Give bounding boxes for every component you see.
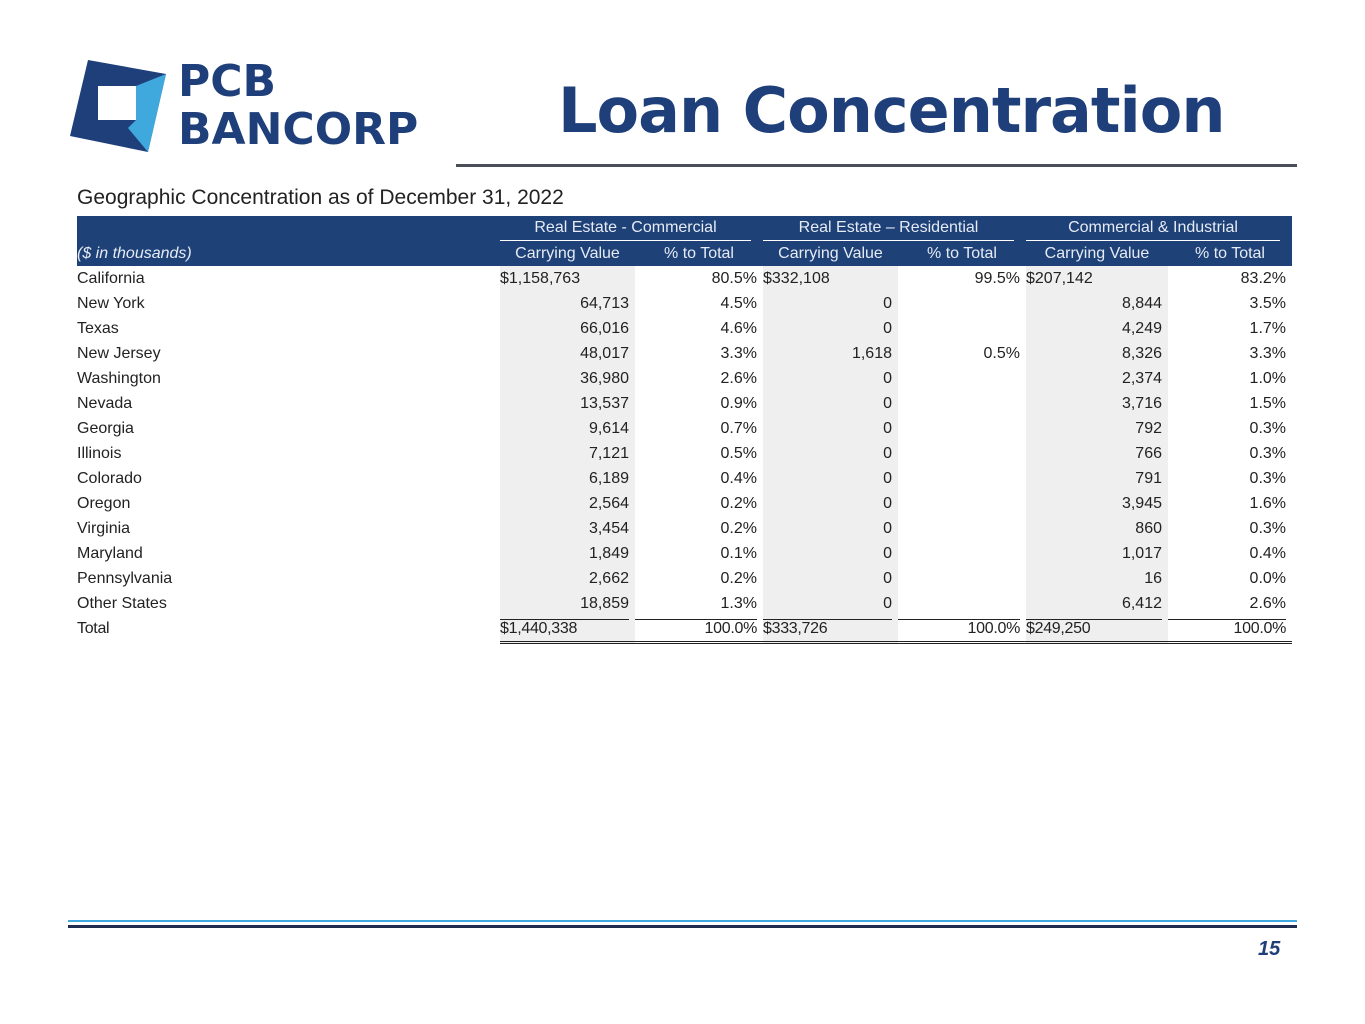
re-commercial-pct — [635, 466, 763, 491]
re-commercial-value — [500, 266, 635, 291]
re-commercial-value-text: 13,537 — [580, 394, 629, 412]
table-row — [77, 391, 1292, 416]
commercial-industrial-pct — [1168, 466, 1292, 491]
re-residential-pct — [898, 466, 1026, 491]
table-row — [77, 441, 1292, 466]
footer-rule-light — [68, 920, 1297, 922]
re-commercial-pct — [635, 391, 763, 416]
commercial-industrial-value — [1026, 541, 1168, 566]
commercial-industrial-pct-text: 1.5% — [1249, 394, 1287, 412]
commercial-industrial-pct — [1168, 616, 1292, 643]
re-residential-pct — [898, 541, 1026, 566]
re-commercial-value — [500, 366, 635, 391]
re-residential-pct — [898, 516, 1026, 541]
commercial-industrial-pct-text: 0.3% — [1249, 469, 1287, 487]
re-residential-value-text: 0 — [883, 594, 892, 612]
commercial-industrial-pct-text: 1.6% — [1249, 494, 1287, 512]
logo-line-1: PCB — [178, 56, 277, 107]
table-subtitle: Geographic Concentration as of December 31, 2022 — [77, 186, 564, 209]
re-residential-pct — [898, 366, 1026, 391]
dollar-sign: $ — [1026, 620, 1035, 637]
header-spacer — [77, 216, 500, 241]
group-header-row — [77, 216, 1292, 241]
re-commercial-pct-text: 100.0% — [635, 619, 757, 638]
state-name — [77, 466, 500, 491]
commercial-industrial-value-text: 1,017 — [1121, 544, 1162, 562]
commercial-industrial-value — [1026, 416, 1168, 441]
re-commercial-value-text: 18,859 — [580, 594, 629, 612]
state-name — [77, 441, 500, 466]
commercial-industrial-pct — [1168, 291, 1292, 316]
state-name-text: Nevada — [77, 394, 133, 412]
commercial-industrial-pct-text: 0.3% — [1249, 444, 1287, 462]
commercial-industrial-pct-text: 1.7% — [1249, 319, 1287, 337]
commercial-industrial-value — [1026, 266, 1168, 291]
page-number: 15 — [1258, 938, 1281, 960]
state-name — [77, 341, 500, 366]
re-commercial-pct — [635, 416, 763, 441]
re-residential-pct — [898, 416, 1026, 441]
re-residential-pct — [898, 491, 1026, 516]
col-pct-total: % to Total — [635, 241, 763, 266]
state-name — [77, 291, 500, 316]
dollar-sign: $ — [500, 269, 509, 287]
state-name — [77, 391, 500, 416]
re-commercial-value — [500, 541, 635, 566]
table-row — [77, 316, 1292, 341]
re-commercial-pct-text: 2.6% — [720, 369, 757, 387]
commercial-industrial-pct — [1168, 416, 1292, 441]
total-row — [77, 616, 1292, 643]
re-commercial-pct — [635, 341, 763, 366]
table-row — [77, 416, 1292, 441]
re-commercial-pct — [635, 491, 763, 516]
re-commercial-pct — [635, 316, 763, 341]
re-residential-value — [763, 266, 898, 291]
table-row — [77, 566, 1292, 591]
re-commercial-pct-text: 80.5% — [711, 269, 757, 287]
commercial-industrial-value-text: 8,844 — [1121, 294, 1162, 312]
state-name-text: Colorado — [77, 469, 142, 487]
re-residential-pct — [898, 591, 1026, 616]
title-divider — [456, 164, 1297, 167]
commercial-industrial-pct-text: 0.4% — [1249, 544, 1287, 562]
pcb-bancorp-logo — [70, 58, 460, 158]
table-row — [77, 266, 1292, 291]
commercial-industrial-pct — [1168, 366, 1292, 391]
re-commercial-pct-text: 0.2% — [720, 519, 757, 537]
re-residential-value-text: 332,108 — [771, 269, 830, 287]
commercial-industrial-pct — [1168, 266, 1292, 291]
re-commercial-value-text: 6,189 — [588, 469, 629, 487]
group-header-commercial-industrial: Commercial & Industrial — [1026, 216, 1292, 241]
commercial-industrial-value — [1026, 316, 1168, 341]
re-residential-value-text: 0 — [883, 544, 892, 562]
re-commercial-pct — [635, 566, 763, 591]
dollar-sign: $ — [763, 620, 772, 637]
state-name — [77, 416, 500, 441]
unit-label: ($ in thousands) — [77, 241, 500, 266]
commercial-industrial-value — [1026, 291, 1168, 316]
re-residential-value — [763, 441, 898, 466]
re-residential-value-text: 0 — [883, 419, 892, 437]
re-residential-value — [763, 316, 898, 341]
commercial-industrial-pct-text: 1.0% — [1249, 369, 1287, 387]
commercial-industrial-value-text: 8,326 — [1121, 344, 1162, 362]
re-residential-value — [763, 366, 898, 391]
re-residential-value-text: 0 — [883, 569, 892, 587]
commercial-industrial-pct-text: 3.3% — [1249, 344, 1287, 362]
commercial-industrial-pct — [1168, 591, 1292, 616]
state-name-text: Total — [77, 620, 110, 638]
re-residential-value-text: 0 — [883, 319, 892, 337]
re-commercial-pct-text: 0.5% — [720, 444, 757, 462]
commercial-industrial-pct — [1168, 541, 1292, 566]
re-commercial-value — [500, 591, 635, 616]
commercial-industrial-pct-text: 0.3% — [1249, 419, 1287, 437]
group-header-re-commercial: Real Estate - Commercial — [500, 216, 763, 241]
commercial-industrial-pct — [1168, 316, 1292, 341]
re-commercial-pct — [635, 516, 763, 541]
re-commercial-pct — [635, 366, 763, 391]
re-commercial-pct — [635, 616, 763, 643]
footer-rule-dark — [68, 925, 1297, 928]
state-name-text: New Jersey — [77, 344, 161, 362]
re-residential-pct — [898, 316, 1026, 341]
commercial-industrial-value — [1026, 616, 1168, 643]
table-row — [77, 466, 1292, 491]
logo-line-2: BANCORP — [178, 104, 419, 155]
commercial-industrial-value-text: 3,945 — [1121, 494, 1162, 512]
state-name-text: Virginia — [77, 519, 131, 537]
commercial-industrial-value — [1026, 441, 1168, 466]
re-commercial-value — [500, 391, 635, 416]
re-commercial-value-text: 64,713 — [580, 294, 629, 312]
re-commercial-pct — [635, 291, 763, 316]
re-commercial-value-text: 1,440,338 — [500, 619, 629, 638]
state-name — [77, 316, 500, 341]
re-commercial-pct-text: 0.2% — [720, 494, 757, 512]
commercial-industrial-value — [1026, 366, 1168, 391]
commercial-industrial-value-text: 860 — [1135, 519, 1162, 537]
re-commercial-value — [500, 291, 635, 316]
re-residential-pct — [898, 616, 1026, 643]
state-name — [77, 616, 500, 643]
commercial-industrial-value — [1026, 591, 1168, 616]
re-residential-value — [763, 516, 898, 541]
table-row — [77, 516, 1292, 541]
re-commercial-pct-text: 3.3% — [720, 344, 757, 362]
commercial-industrial-value-text: 16 — [1144, 569, 1162, 587]
re-residential-value-text: 0 — [883, 394, 892, 412]
re-commercial-pct — [635, 441, 763, 466]
re-residential-pct — [898, 266, 1026, 291]
re-residential-value — [763, 291, 898, 316]
table-row — [77, 541, 1292, 566]
re-residential-value — [763, 491, 898, 516]
commercial-industrial-pct — [1168, 566, 1292, 591]
state-name — [77, 516, 500, 541]
table-row — [77, 491, 1292, 516]
commercial-industrial-value — [1026, 341, 1168, 366]
re-commercial-pct-text: 0.7% — [720, 419, 757, 437]
group-header-re-residential: Real Estate – Residential — [763, 216, 1026, 241]
re-residential-value-text: 333,726 — [763, 619, 892, 638]
re-residential-value — [763, 541, 898, 566]
re-residential-pct-text: 99.5% — [974, 269, 1020, 287]
commercial-industrial-pct — [1168, 516, 1292, 541]
re-commercial-value-text: 7,121 — [588, 444, 629, 462]
re-commercial-value-text: 3,454 — [588, 519, 629, 537]
re-commercial-value — [500, 441, 635, 466]
re-commercial-pct-text: 0.9% — [720, 394, 757, 412]
commercial-industrial-value — [1026, 516, 1168, 541]
re-commercial-value-text: 1,158,763 — [508, 269, 581, 287]
state-name — [77, 266, 500, 291]
state-name-text: Other States — [77, 594, 167, 612]
re-residential-pct — [898, 291, 1026, 316]
commercial-industrial-value-text: 2,374 — [1121, 369, 1162, 387]
commercial-industrial-value — [1026, 566, 1168, 591]
commercial-industrial-value-text: 766 — [1135, 444, 1162, 462]
logo-wordmark — [178, 56, 419, 155]
table-row — [77, 341, 1292, 366]
commercial-industrial-value-text: 249,250 — [1026, 619, 1162, 638]
re-residential-value — [763, 616, 898, 643]
re-residential-value — [763, 416, 898, 441]
re-residential-pct-text: 100.0% — [898, 619, 1020, 638]
table-body — [77, 266, 1292, 643]
dollar-sign: $ — [1026, 269, 1035, 287]
commercial-industrial-value — [1026, 466, 1168, 491]
col-carrying-value: Carrying Value — [500, 241, 635, 266]
state-name-text: Maryland — [77, 544, 143, 562]
re-commercial-value-text: 9,614 — [588, 419, 629, 437]
state-name-text: Texas — [77, 319, 119, 337]
state-name-text: Washington — [77, 369, 161, 387]
re-commercial-pct — [635, 591, 763, 616]
logo-mark-icon — [70, 58, 170, 158]
commercial-industrial-pct-text: 100.0% — [1168, 619, 1286, 638]
loan-concentration-table — [77, 216, 1292, 644]
dollar-sign: $ — [763, 269, 772, 287]
col-carrying-value: Carrying Value — [763, 241, 898, 266]
page-title: Loan Concentration — [558, 74, 1225, 147]
state-name — [77, 541, 500, 566]
commercial-industrial-value-text: 207,142 — [1034, 269, 1093, 287]
re-residential-value-text: 0 — [883, 469, 892, 487]
re-commercial-pct-text: 4.6% — [720, 319, 757, 337]
commercial-industrial-pct — [1168, 441, 1292, 466]
commercial-industrial-pct — [1168, 341, 1292, 366]
re-commercial-pct-text: 0.4% — [720, 469, 757, 487]
commercial-industrial-value — [1026, 391, 1168, 416]
state-name-text: Georgia — [77, 419, 134, 437]
re-commercial-value — [500, 341, 635, 366]
re-residential-value — [763, 391, 898, 416]
re-commercial-value-text: 66,016 — [580, 319, 629, 337]
commercial-industrial-pct-text: 3.5% — [1249, 294, 1287, 312]
commercial-industrial-value-text: 791 — [1135, 469, 1162, 487]
commercial-industrial-pct-text: 83.2% — [1240, 269, 1287, 287]
re-residential-value — [763, 566, 898, 591]
col-pct-total: % to Total — [898, 241, 1026, 266]
re-commercial-value-text: 1,849 — [588, 544, 629, 562]
state-name-text: Pennsylvania — [77, 569, 173, 587]
re-residential-value — [763, 341, 898, 366]
re-commercial-value-text: 2,662 — [588, 569, 629, 587]
column-header-row — [77, 241, 1292, 266]
re-commercial-value-text: 48,017 — [580, 344, 629, 362]
re-commercial-pct — [635, 541, 763, 566]
re-residential-value-text: 0 — [883, 444, 892, 462]
re-commercial-value — [500, 491, 635, 516]
table-row — [77, 591, 1292, 616]
re-residential-pct — [898, 441, 1026, 466]
state-name — [77, 591, 500, 616]
state-name-text: Oregon — [77, 494, 131, 512]
re-commercial-value-text: 36,980 — [580, 369, 629, 387]
state-name-text: Illinois — [77, 444, 122, 462]
commercial-industrial-pct-text: 0.3% — [1249, 519, 1287, 537]
commercial-industrial-pct — [1168, 391, 1292, 416]
re-residential-value — [763, 591, 898, 616]
re-commercial-pct-text: 0.2% — [720, 569, 757, 587]
re-residential-value-text: 0 — [883, 369, 892, 387]
col-pct-total: % to Total — [1168, 241, 1292, 266]
re-residential-value-text: 0 — [883, 494, 892, 512]
re-residential-pct-text: 0.5% — [983, 344, 1020, 362]
re-residential-value-text: 0 — [883, 294, 892, 312]
table-row — [77, 366, 1292, 391]
state-name — [77, 491, 500, 516]
re-commercial-value — [500, 316, 635, 341]
state-name-text: New York — [77, 294, 145, 312]
re-residential-pct — [898, 341, 1026, 366]
col-carrying-value: Carrying Value — [1026, 241, 1168, 266]
table-row — [77, 291, 1292, 316]
re-commercial-value — [500, 616, 635, 643]
re-commercial-pct-text: 0.1% — [720, 544, 757, 562]
commercial-industrial-value-text: 6,412 — [1121, 594, 1162, 612]
re-commercial-value — [500, 466, 635, 491]
state-name-text: California — [77, 269, 145, 287]
re-commercial-pct-text: 1.3% — [720, 594, 757, 612]
commercial-industrial-value-text: 3,716 — [1121, 394, 1162, 412]
re-residential-value — [763, 466, 898, 491]
re-commercial-value-text: 2,564 — [588, 494, 629, 512]
re-residential-pct — [898, 566, 1026, 591]
dollar-sign: $ — [500, 620, 509, 637]
re-commercial-value — [500, 516, 635, 541]
state-name — [77, 366, 500, 391]
re-residential-value-text: 0 — [883, 519, 892, 537]
state-name — [77, 566, 500, 591]
re-commercial-pct-text: 4.5% — [720, 294, 757, 312]
commercial-industrial-pct-text: 2.6% — [1249, 594, 1287, 612]
re-commercial-value — [500, 566, 635, 591]
commercial-industrial-pct — [1168, 491, 1292, 516]
commercial-industrial-pct-text: 0.0% — [1249, 569, 1287, 587]
commercial-industrial-value-text: 4,249 — [1121, 319, 1162, 337]
commercial-industrial-value — [1026, 491, 1168, 516]
re-residential-value-text: 1,618 — [851, 344, 892, 362]
re-commercial-value — [500, 416, 635, 441]
re-commercial-pct — [635, 266, 763, 291]
re-residential-pct — [898, 391, 1026, 416]
commercial-industrial-value-text: 792 — [1135, 419, 1162, 437]
